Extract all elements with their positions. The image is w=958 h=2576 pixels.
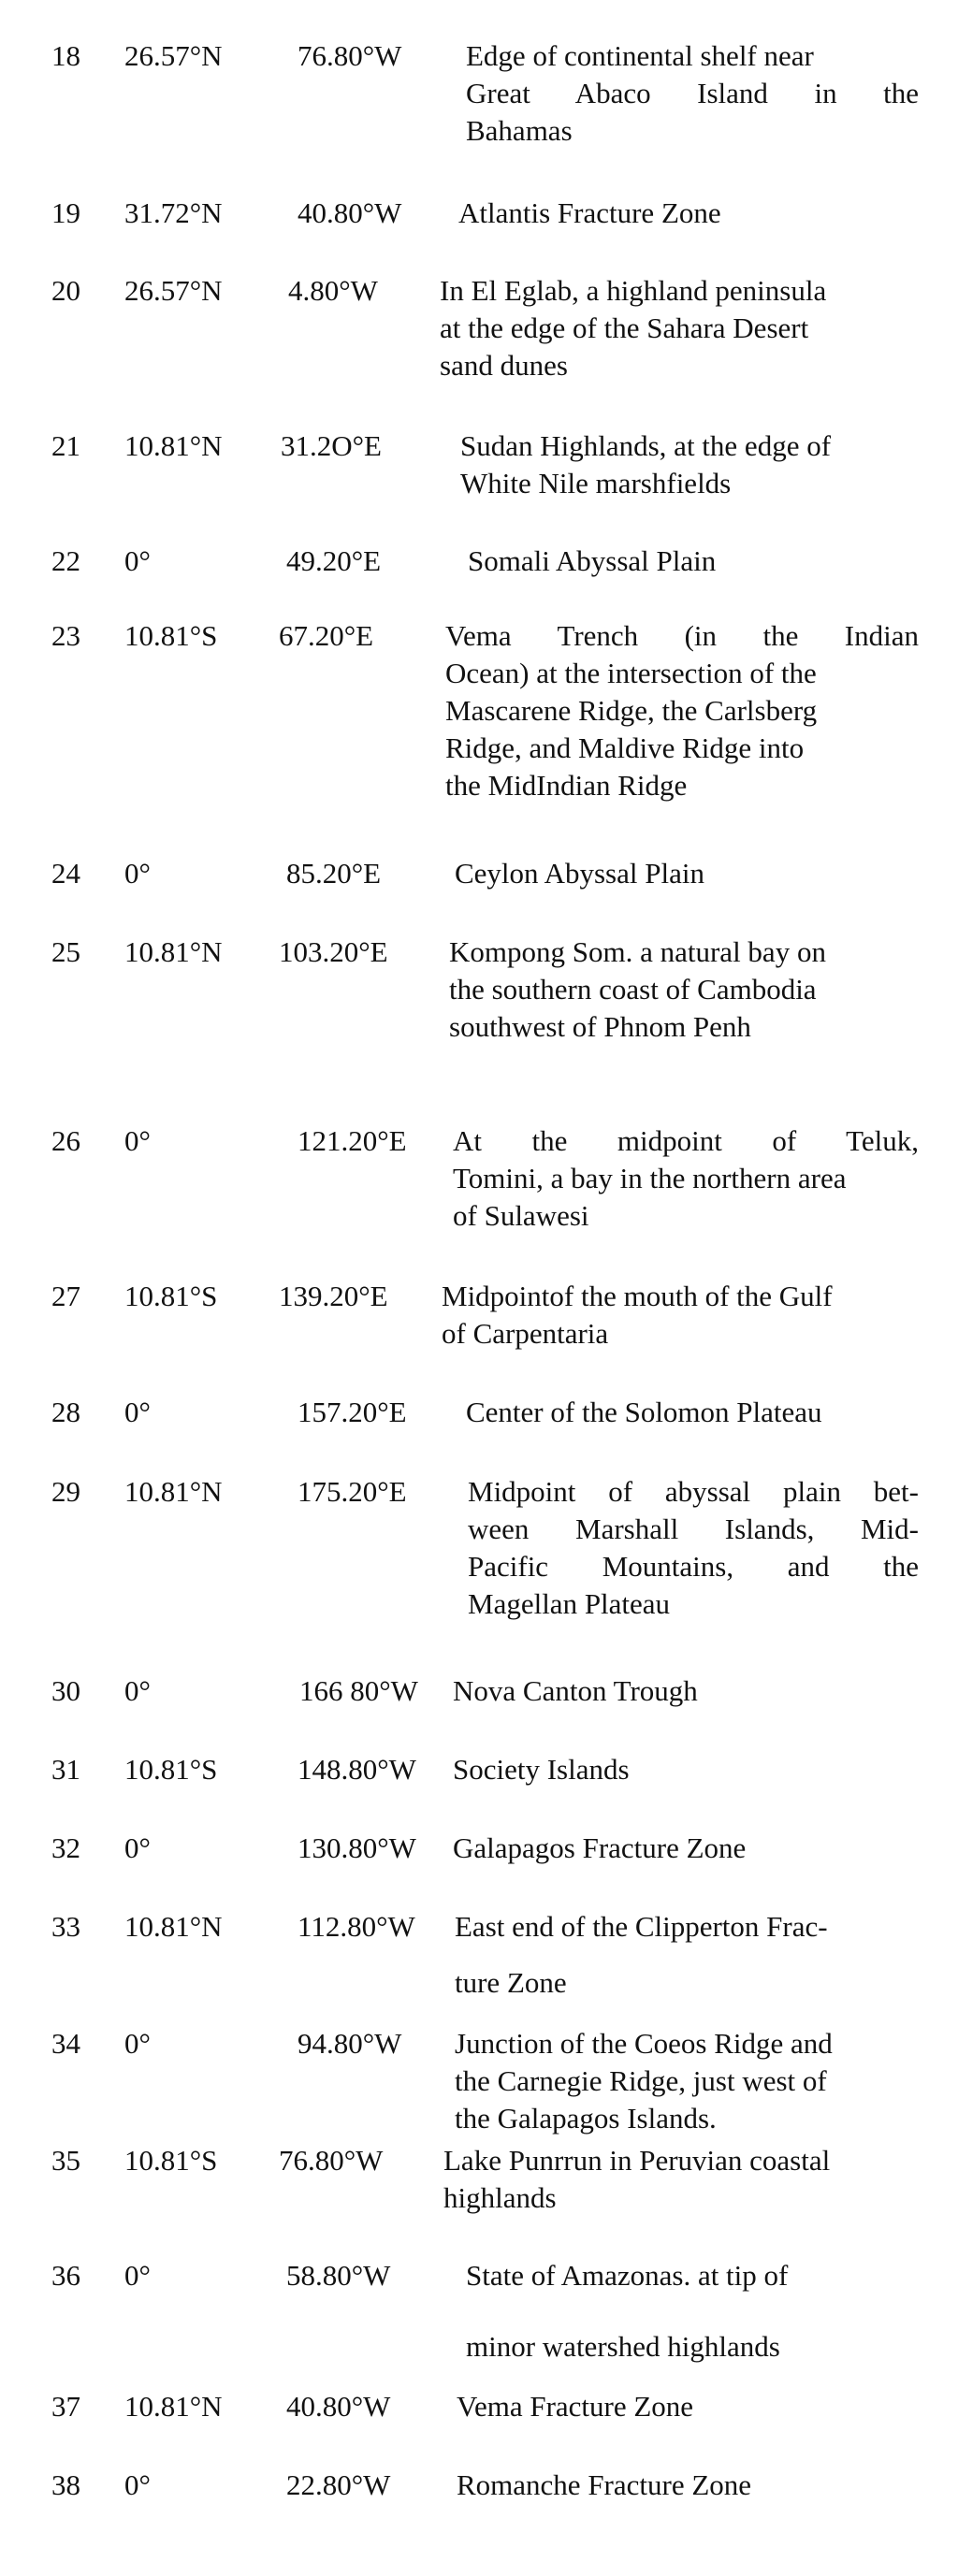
location-description	[440, 272, 919, 384]
description-line: Kompong Som. a natural bay on	[449, 935, 826, 968]
description-line: Bahamas	[466, 114, 573, 147]
latitude-cell: 10.81°S	[124, 619, 218, 652]
description-line: Nova Canton Trough	[453, 1674, 698, 1707]
description-line: Midpoint of abyssal plain bet-	[468, 1475, 919, 1508]
location-description	[460, 427, 919, 502]
row-number: 22	[51, 544, 80, 577]
description-line: of Sulawesi	[453, 1199, 589, 1232]
longitude-cell: 103.20°E	[279, 935, 388, 968]
latitude-cell: 10.81°S	[124, 2144, 218, 2177]
location-description	[442, 1278, 919, 1353]
row-number: 27	[51, 1280, 80, 1312]
longitude-cell: 157.20°E	[298, 1396, 407, 1428]
latitude-cell: 31.72°N	[124, 196, 223, 229]
description-line: Midpointof the mouth of the Gulf	[442, 1280, 833, 1312]
latitude-cell: 10.81°N	[124, 2390, 223, 2423]
latitude-cell: 0°	[124, 1124, 151, 1157]
location-description	[455, 855, 919, 892]
row-number: 25	[51, 935, 80, 968]
location-description	[466, 1394, 919, 1431]
longitude-cell: 67.20°E	[279, 619, 374, 652]
description-line: White Nile marshfields	[460, 467, 732, 499]
latitude-cell: 10.81°N	[124, 1475, 223, 1508]
row-number: 33	[51, 1910, 80, 1943]
location-description	[453, 1751, 919, 1788]
description-line: Somali Abyssal Plain	[468, 544, 717, 577]
location-description	[457, 2388, 919, 2425]
location-description	[453, 1672, 919, 1710]
location-description	[449, 933, 919, 1046]
description-line: sand dunes	[440, 349, 568, 382]
description-line: Society Islands	[453, 1753, 630, 1786]
location-description	[445, 617, 919, 804]
row-number: 32	[51, 1831, 80, 1864]
longitude-cell: 166 80°W	[299, 1674, 418, 1707]
longitude-cell: 31.2O°E	[281, 429, 382, 462]
latitude-cell: 26.57°N	[124, 39, 223, 72]
latitude-cell: 10.81°S	[124, 1280, 218, 1312]
description-line: of Carpentaria	[442, 1317, 609, 1350]
description-line: Ocean) at the intersection of the	[445, 657, 817, 689]
description-line: the southern coast of Cambodia	[449, 973, 817, 1006]
description-line: Romanche Fracture Zone	[457, 2468, 752, 2501]
description-line: Tomini, a bay in the northern area	[453, 1162, 847, 1194]
row-number: 35	[51, 2144, 80, 2177]
row-number: 24	[51, 857, 80, 890]
longitude-cell: 4.80°W	[288, 274, 378, 307]
location-description	[443, 2142, 919, 2217]
longitude-cell: 121.20°E	[298, 1124, 407, 1157]
row-number: 29	[51, 1475, 80, 1508]
longitude-cell: 94.80°W	[298, 2027, 402, 2060]
row-number: 31	[51, 1753, 80, 1786]
location-description	[455, 1908, 919, 2002]
description-line: At the midpoint of Teluk,	[453, 1124, 919, 1157]
longitude-cell: 58.80°W	[286, 2259, 391, 2292]
longitude-cell: 22.80°W	[286, 2468, 391, 2501]
longitude-cell: 175.20°E	[298, 1475, 407, 1508]
latitude-cell: 0°	[124, 2259, 151, 2292]
row-number: 21	[51, 429, 80, 462]
description-line: Atlantis Fracture Zone	[458, 196, 721, 229]
description-line: at the edge of the Sahara Desert	[440, 311, 809, 344]
description-line: State of Amazonas. at tip of	[466, 2259, 789, 2292]
row-number: 28	[51, 1396, 80, 1428]
latitude-cell: 10.81°N	[124, 935, 223, 968]
row-number: 34	[51, 2027, 80, 2060]
longitude-cell: 139.20°E	[279, 1280, 388, 1312]
description-line: southwest of Phnom Penh	[449, 1010, 751, 1043]
description-line: ture Zone	[455, 1966, 567, 1999]
latitude-cell: 0°	[124, 1396, 151, 1428]
location-description	[468, 1473, 919, 1623]
row-number: 18	[51, 39, 80, 72]
latitude-cell: 0°	[124, 1674, 151, 1707]
longitude-cell: 40.80°W	[298, 196, 402, 229]
latitude-cell: 10.81°N	[124, 1910, 223, 1943]
description-line: Vema Fracture Zone	[457, 2390, 694, 2423]
longitude-cell: 49.20°E	[286, 544, 382, 577]
row-number: 37	[51, 2390, 80, 2423]
location-description	[453, 1830, 919, 1867]
latitude-cell: 0°	[124, 2027, 151, 2060]
location-description	[453, 1122, 919, 1235]
description-line: Mascarene Ridge, the Carlsberg	[445, 694, 818, 727]
description-line: the MidIndian Ridge	[445, 769, 688, 802]
latitude-cell: 10.81°N	[124, 429, 223, 462]
latitude-cell: 0°	[124, 857, 151, 890]
description-line: In El Eglab, a highland peninsula	[440, 274, 827, 307]
location-description	[458, 195, 919, 232]
description-line: East end of the Clipperton Frac-	[455, 1910, 828, 1943]
latitude-cell: 0°	[124, 1831, 151, 1864]
description-line: Ceylon Abyssal Plain	[455, 857, 704, 890]
description-line: Edge of continental shelf near	[466, 39, 814, 72]
description-line: Magellan Plateau	[468, 1587, 671, 1620]
description-line: Junction of the Coeos Ridge and	[455, 2027, 833, 2060]
row-number: 26	[51, 1124, 80, 1157]
longitude-cell: 148.80°W	[298, 1753, 416, 1786]
latitude-cell: 0°	[124, 544, 151, 577]
longitude-cell: 112.80°W	[298, 1910, 415, 1943]
row-number: 38	[51, 2468, 80, 2501]
description-line: Vema Trench (in the Indian	[445, 619, 919, 652]
description-line: Center of the Solomon Plateau	[466, 1396, 822, 1428]
location-description	[468, 543, 919, 580]
longitude-cell: 76.80°W	[279, 2144, 384, 2177]
description-line: minor watershed highlands	[466, 2330, 780, 2363]
location-description	[466, 2257, 919, 2366]
description-line: Lake Punrrun in Peruvian coastal	[443, 2144, 831, 2177]
row-number: 30	[51, 1674, 80, 1707]
description-line: Pacific Mountains, and the	[468, 1550, 919, 1583]
latitude-cell: 10.81°S	[124, 1753, 218, 1786]
location-description	[466, 37, 919, 150]
location-description	[457, 2467, 919, 2504]
description-line: Ridge, and Maldive Ridge into	[445, 731, 805, 764]
row-number: 23	[51, 619, 80, 652]
description-line: the Galapagos Islands.	[455, 2102, 717, 2135]
location-description	[455, 2025, 919, 2137]
description-line: Sudan Highlands, at the edge of	[460, 429, 832, 462]
description-line: Galapagos Fracture Zone	[453, 1831, 747, 1864]
longitude-cell: 85.20°E	[286, 857, 382, 890]
row-number: 20	[51, 274, 80, 307]
longitude-cell: 76.80°W	[298, 39, 402, 72]
row-number: 36	[51, 2259, 80, 2292]
description-line: highlands	[443, 2181, 557, 2214]
latitude-cell: 0°	[124, 2468, 151, 2501]
longitude-cell: 130.80°W	[298, 1831, 416, 1864]
description-line: ween Marshall Islands, Mid-	[468, 1512, 919, 1545]
latitude-cell: 26.57°N	[124, 274, 223, 307]
description-line: the Carnegie Ridge, just west of	[455, 2064, 827, 2097]
description-line: Great Abaco Island in the	[466, 77, 919, 109]
longitude-cell: 40.80°W	[286, 2390, 391, 2423]
row-number: 19	[51, 196, 80, 229]
